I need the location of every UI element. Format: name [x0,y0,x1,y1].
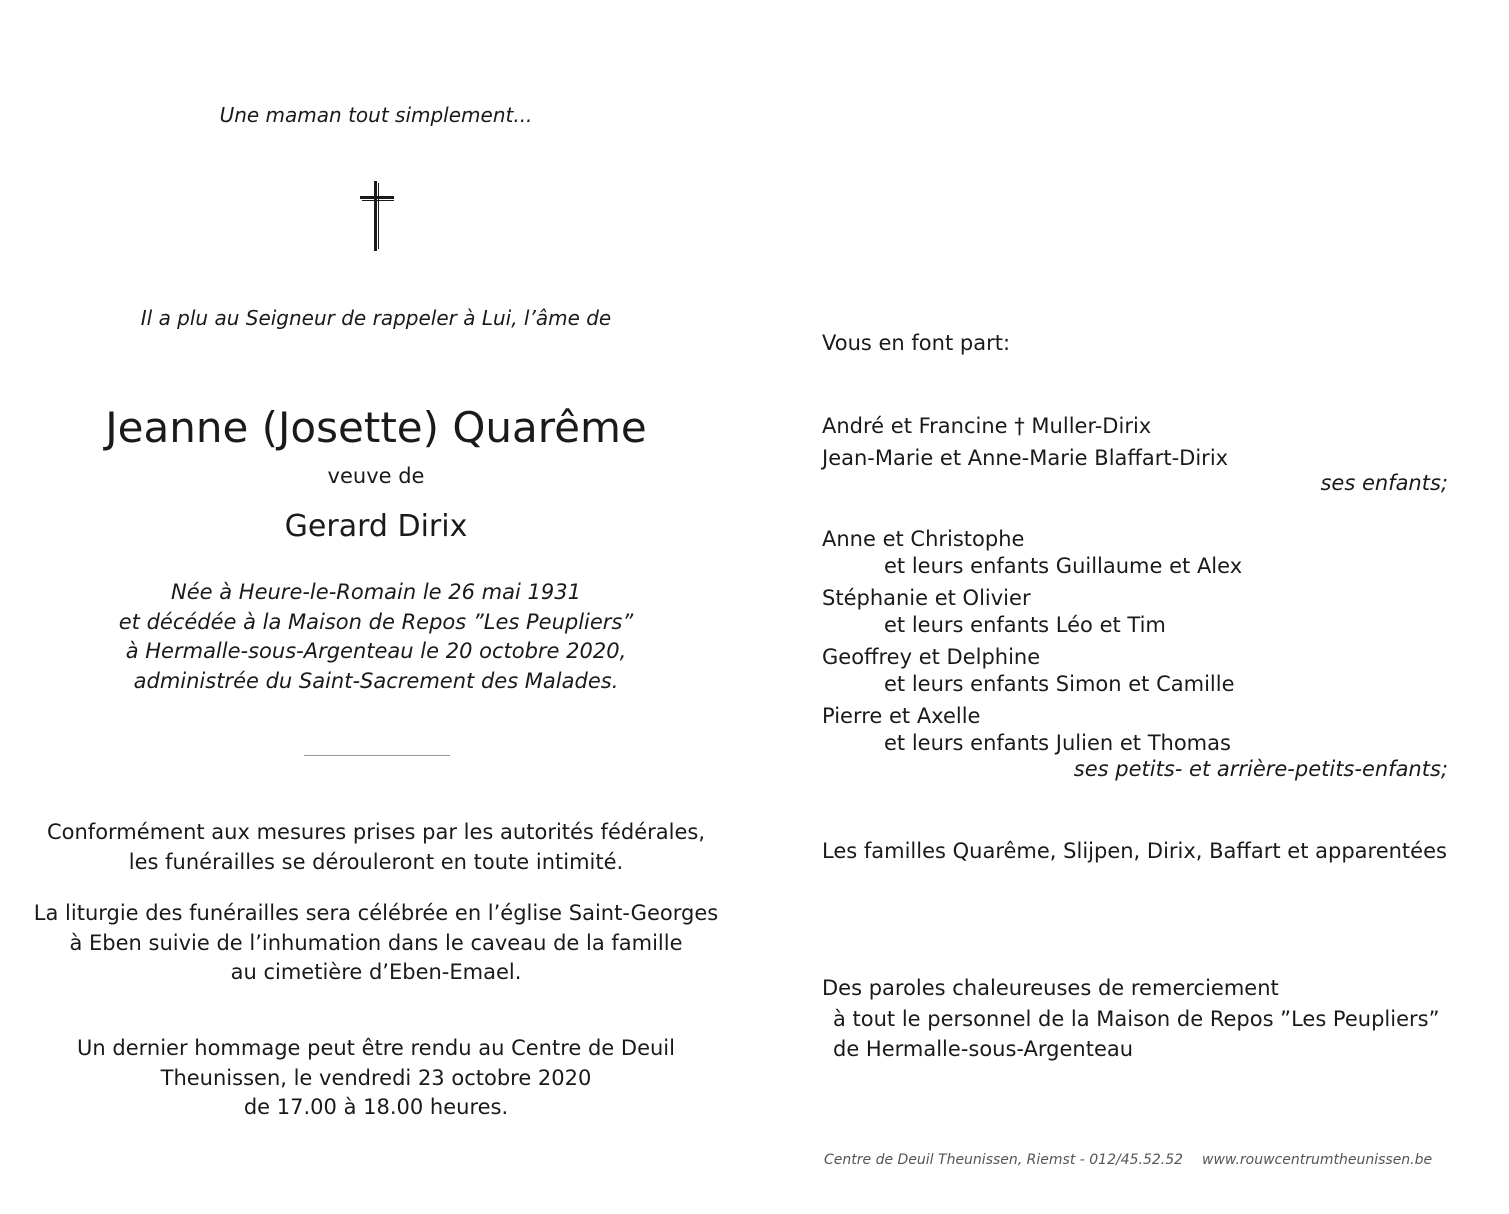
bio-line: à Hermalle-sous-Argenteau le 20 octobre 2020, [125,639,627,663]
deceased-name: Jeanne (Josette) Quarême [105,403,647,452]
grandchild-couple: Geoffrey et Delphine [822,645,1041,669]
tribute-line: de 17.00 à 18.00 heures. [243,1095,509,1119]
liturgy-line: au cimetière d’Eben-Emael. [230,960,522,984]
epigraph: Une maman tout simplement... [219,103,533,127]
children-block [822,410,1228,474]
spouse-name: Gerard Dirix [284,509,468,544]
liturgy-line: La liturgie des funérailles sera célébrée en l’église Saint-Georges [33,901,719,925]
grandchild-couple: Pierre et Axelle [822,704,981,728]
bio-line: et décédée à la Maison de Repos ”Les Peupliers” [118,609,634,634]
child-line: André et Francine † Muller-Dirix [822,414,1152,438]
bio-line: administrée du Saint-Sacrement des Malades. [133,668,619,693]
measures-line: Conformément aux mesures prises par les autorités fédérales, [46,820,705,844]
bio-block [0,578,752,696]
grandchild-kids: et leurs enfants Léo et Tim [884,613,1166,637]
tribute-line: Theunissen, le vendredi 23 octobre 2020 [160,1065,592,1090]
right-page [822,0,1509,1214]
liturgy-block [0,899,752,988]
thanks-line: Des paroles chaleureuses de remerciement [822,976,1279,1000]
families-text: Les familles Quarême, Slijpen, Dirix, Baffart et apparentées [822,839,1447,863]
grandchild-couple: Anne et Christophe [822,527,1025,551]
measures-line: les funérailles se dérouleront en toute intimité. [128,849,624,874]
bio-line: Née à Heure-le-Romain le 26 mai 1931 [171,580,581,604]
tribute-block [0,1034,752,1123]
footer-website: www.rouwcentrumtheunissen.be [1202,1152,1433,1168]
children-label: ses enfants; [1320,471,1448,495]
thanks-block [822,973,1439,1065]
liturgy-line: à Eben suivie de l’inhumation dans le caveau de la famille [69,930,683,955]
divider-line [304,755,450,756]
grandchildren-block [822,526,1242,757]
grandchild-kids: et leurs enfants Simon et Camille [884,672,1235,696]
left-page [0,0,752,1214]
intro-text: Il a plu au Seigneur de rappeler à Lui, l’âme de [140,306,612,330]
grandchild-kids: et leurs enfants Guillaume et Alex [884,554,1243,578]
measures-block [0,818,752,877]
thanks-line: de Hermalle-sous-Argenteau [833,1037,1134,1061]
grandchild-couple: Stéphanie et Olivier [822,586,1031,610]
tribute-line: Un dernier hommage peut être rendu au Centre de Deuil [77,1036,675,1060]
child-line: Jean-Marie et Anne-Marie Blaffart-Dirix [822,446,1229,470]
widow-of-text: veuve de [327,464,425,488]
grandchild-kids: et leurs enfants Julien et Thomas [884,731,1231,755]
thanks-line: à tout le personnel de la Maison de Repos ”Les Peupliers” [833,1006,1440,1031]
grandchildren-label: ses petits- et arrière-petits-enfants; [1073,757,1448,781]
announce-text: Vous en font part: [822,331,1011,355]
footer-contact: Centre de Deuil Theunissen, Riemst - 012/45.52.52 [824,1152,1184,1168]
